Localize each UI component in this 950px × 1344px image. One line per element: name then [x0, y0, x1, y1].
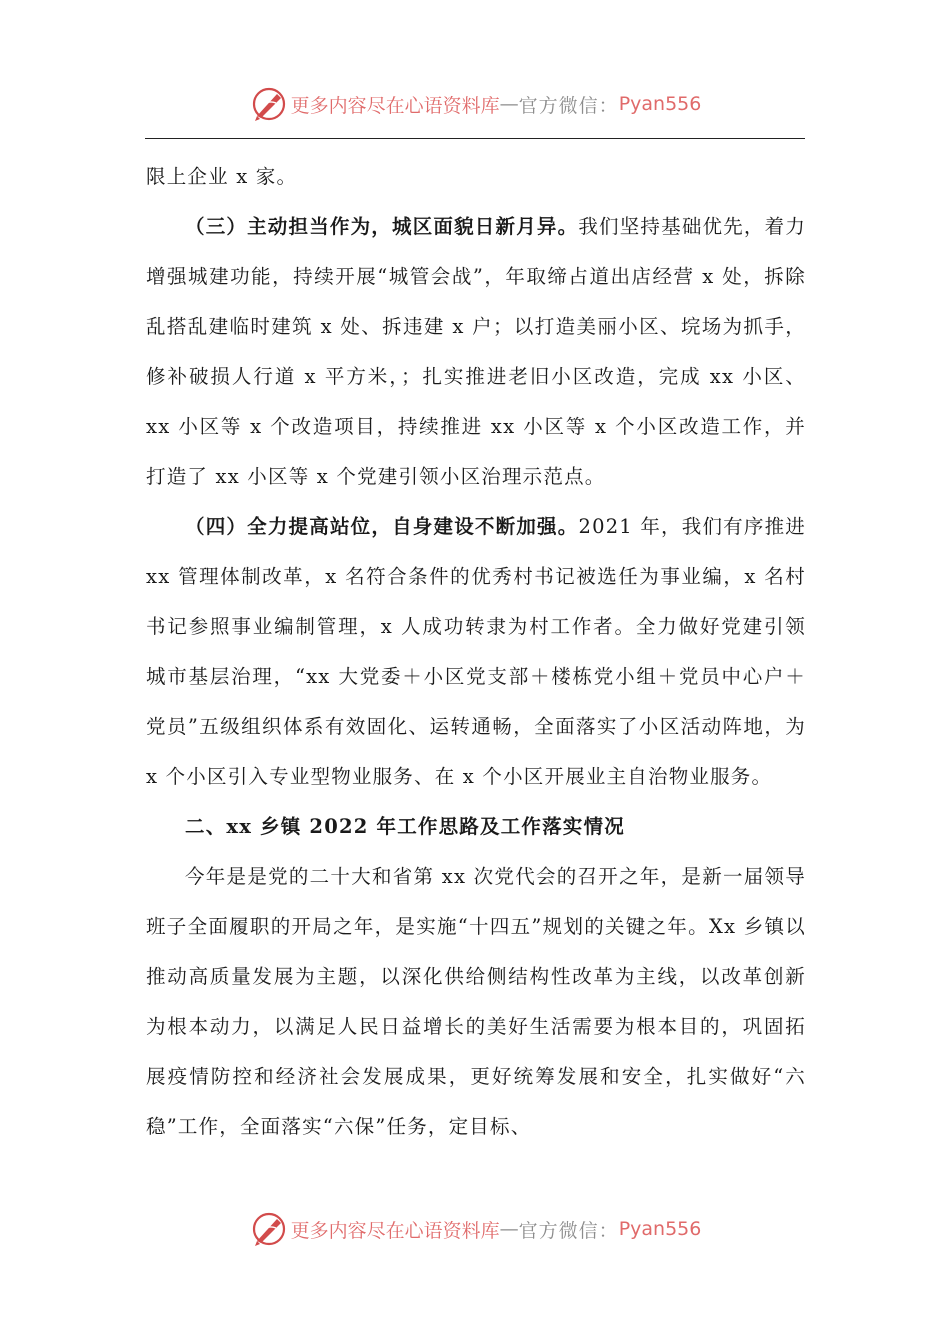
banner-wechat-label: 官方微信： [518, 94, 619, 117]
paragraph-work-plan: 今年是是党的二十大和省第 xx 次党代会的召开之年，是新一届领导班子全面履职的开局之年，是实施“十四五”规划的关键之年。Xx 乡镇以推动高质量发展为主题，以深化供给侧结构性改革为主线，以改革创新为根本动力，以满足人民日益增长的美好生活需要为根本目的，巩固拓展疫情防控和经济社会发展成果，更好统筹发展和安全，扎实做好“六稳”工作，全面落实“六保”任务，定目标、 [146, 865, 806, 1138]
document-body [146, 152, 806, 1152]
paragraph-urban-construction [146, 202, 806, 502]
paragraph-heading: （四）全力提高站位，自身建设不断加强。 [185, 515, 579, 538]
section-heading: 二、xx 乡镇 2022 年工作思路及工作落实情况 [185, 815, 625, 838]
pen-logo-icon [249, 1209, 289, 1249]
banner-wechat-label: 官方微信： [518, 1219, 619, 1242]
paragraph-text: 2021 年，我们有序推进 xx 管理体制改革，x 名符合条件的优秀村书记被选任为事业编，x 名村书记参照事业编制管理，x 人成功转隶为村工作者。全力做好党建引领城市基层治理，“xx 大党委＋小区党支部＋楼栋党小组＋党员中心户＋党员”五级组织体系有效固化、运转通畅，全面落实了小区活动阵地，为 x 个小区引入专业型物业服务、在 x 个小区开展业主自治物业服务。 [146, 515, 806, 788]
banner-dash: — [499, 1218, 519, 1240]
banner-wechat-id: Pyan556 [618, 1218, 702, 1240]
paragraph-continuation: 限上企业 x 家。 [146, 165, 298, 188]
footer-banner [0, 1207, 950, 1251]
header-banner [0, 82, 950, 126]
paragraph-heading: （三）主动担当作为，城区面貌日新月异。 [185, 215, 579, 238]
banner-wechat-id: Pyan556 [618, 93, 702, 115]
paragraph-text: 我们坚持基础优先，着力增强城建功能，持续开展“城管会战”，年取缔占道出店经营 x 处，拆除乱搭乱建临时建筑 x 处、拆违建 x 户；以打造美丽小区、垸场为抓手，修补破损人行道 x 平方米，；扎实推进老旧小区改造，完成 xx 小区、xx 小区等 x 个改造项目，持续推进 xx 小区等 x 个小区改造工作，并打造了 xx 小区等 x 个党建引领小区治理示范点。 [146, 215, 807, 488]
banner-dash: — [499, 93, 519, 115]
banner-main-text: 更多内容尽在心语资料库 [290, 94, 500, 117]
paragraph-self-building [146, 502, 806, 802]
header-rule [145, 138, 805, 139]
banner-main-text: 更多内容尽在心语资料库 [290, 1219, 500, 1242]
pen-logo-icon [249, 84, 289, 124]
